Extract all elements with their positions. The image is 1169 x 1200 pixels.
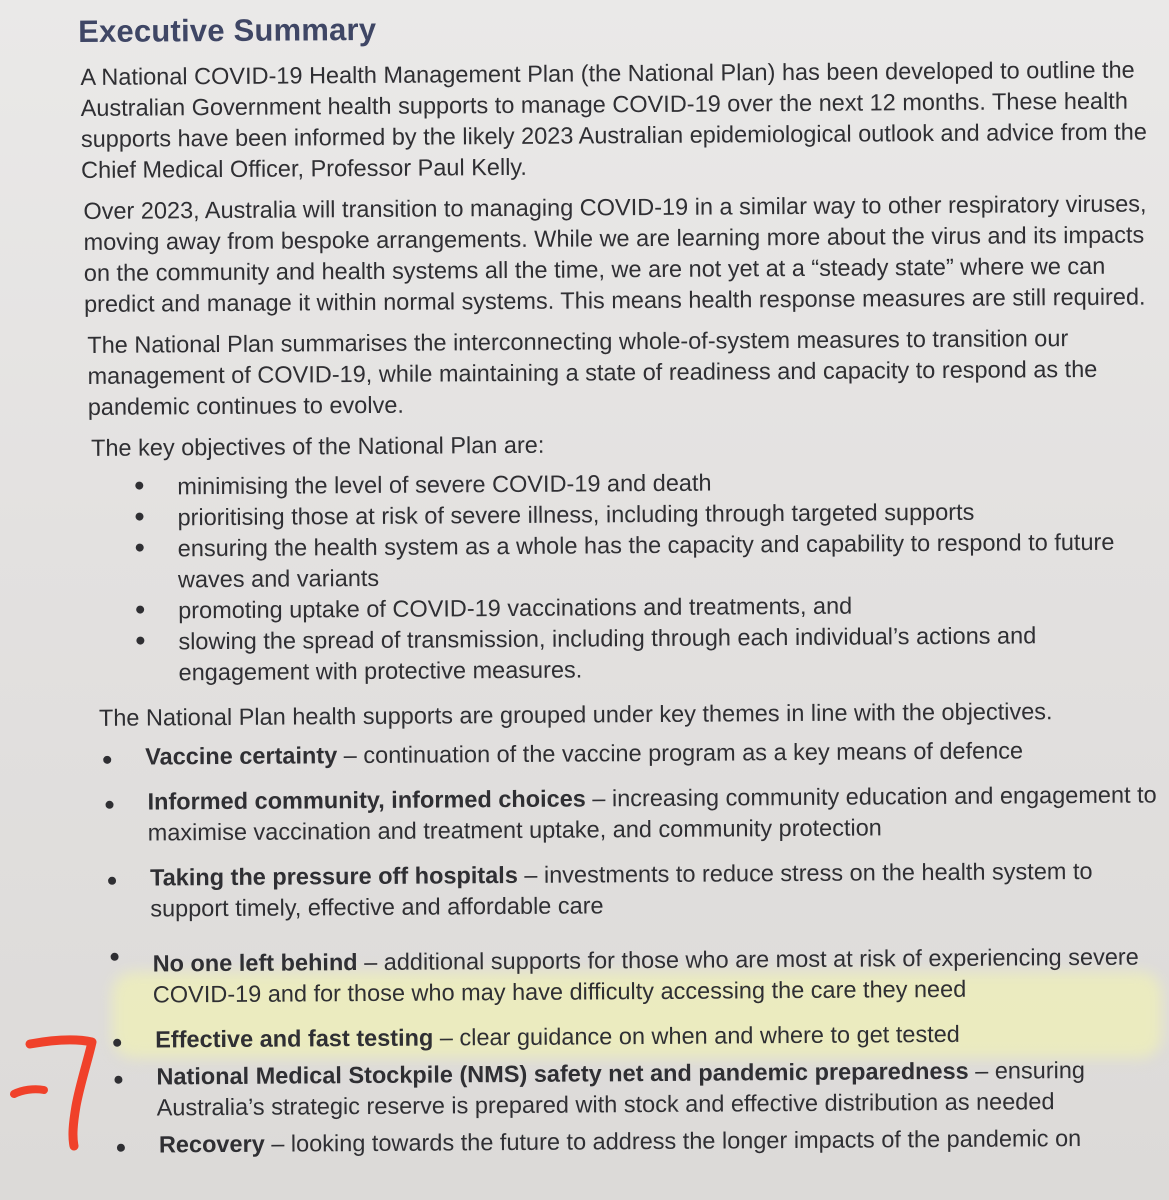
theme-text: – clear guidance on when and where to get tested <box>433 1020 960 1051</box>
list-item <box>132 526 1162 595</box>
objective-text: promoting uptake of COVID-19 vaccinations and treatments, and <box>178 592 853 624</box>
handwritten-seven-annotation <box>0 1032 110 1152</box>
theme-title: No one left behind <box>152 949 358 977</box>
document-body <box>78 4 1166 1175</box>
bullet-icon <box>117 1144 125 1152</box>
theme-text: – additional supports for those who are most at risk of experiencing severe COVID-19 and for those who may have difficulty accessing the care they need <box>152 943 1139 1008</box>
theme-text: – investments to reduce stress on the health system to support timely, effective and affordable care <box>150 857 1093 922</box>
bullet-icon <box>103 756 111 764</box>
objective-text: prioritising those at risk of severe illness, including through targeted supports <box>177 498 975 531</box>
theme-title: Informed community, informed choices <box>147 785 586 815</box>
bullet-icon <box>111 953 119 961</box>
theme-text: – looking towards the future to address the longer impacts of the pandemic on <box>264 1125 1082 1157</box>
bullet-icon <box>135 482 143 490</box>
list-item <box>132 619 1162 688</box>
objective-text: slowing the spread of transmission, including through each individual’s actions and engagement with protective measures. <box>178 622 1037 686</box>
objectives-intro: The key objectives of the National Plan are: <box>90 431 545 461</box>
objective-text: minimising the level of severe COVID-19 and death <box>177 469 712 500</box>
list-item <box>114 1054 1165 1123</box>
list-item <box>108 855 1164 924</box>
theme-title: Effective and fast testing <box>155 1024 434 1053</box>
bullet-icon <box>136 606 144 614</box>
theme-text: – ensuring Australia’s strategic reserve is prepared with stock and effective distribution as needed <box>156 1056 1086 1121</box>
bullet-icon <box>108 877 116 885</box>
theme-title: Taking the pressure off hospitals <box>149 861 518 891</box>
theme-title: National Medical Stockpile (NMS) safety net and pandemic preparedness <box>156 1057 969 1090</box>
list-item <box>103 734 1163 772</box>
objective-text: ensuring the health system as a whole has the capacity and capability to respond to future waves and variants <box>177 528 1115 593</box>
bullet-icon <box>114 1076 122 1084</box>
list-item <box>113 1017 1165 1055</box>
theme-text: – continuation of the vaccine program as a key means of defence <box>337 737 1024 769</box>
theme-title: Recovery <box>158 1130 265 1158</box>
page-title: Executive Summary <box>78 11 377 49</box>
list-item <box>105 779 1163 848</box>
summary-paragraph: The National Plan summarises the interconnecting whole-of-system measures to transition our management of COVID-19, while maintaining a state of readiness and capacity to respond as the pandemic continues to evolve. <box>87 325 1098 420</box>
theme-title: Vaccine certainty <box>145 742 338 770</box>
themes-intro: The National Plan health supports are grouped under key themes in line with the objectives. <box>98 698 1053 731</box>
bullet-icon <box>106 801 114 809</box>
objectives-list <box>131 464 1162 688</box>
bullet-icon <box>136 544 144 552</box>
themes-list <box>103 734 1166 1160</box>
list-item <box>110 931 1164 1010</box>
bullet-icon <box>135 513 143 521</box>
transition-paragraph: Over 2023, Australia will transition to managing COVID-19 in a similar way to other respiratory viruses, moving away from bespoke arrangements. While we are learning more about the virus and its impacts on the community and health systems all the time, we are not yet at a “steady state” where we can predict and manage it within normal systems. This means health response measures are still required. <box>83 190 1147 317</box>
bullet-icon <box>136 637 144 645</box>
bullet-icon <box>113 1039 121 1047</box>
list-item <box>117 1122 1166 1160</box>
intro-paragraph: A National COVID-19 Health Management Plan (the National Plan) has been developed to outline the Australian Government health supports to manage COVID-19 over the next 12 months. These health supports have been informed by the likely 2023 Australian epidemiological outlook and advice from the Chief Medical Officer, Professor Paul Kelly. <box>80 56 1147 183</box>
theme-text: – increasing community education and engagement to maximise vaccination and treatment uptake, and community protection <box>147 781 1157 846</box>
